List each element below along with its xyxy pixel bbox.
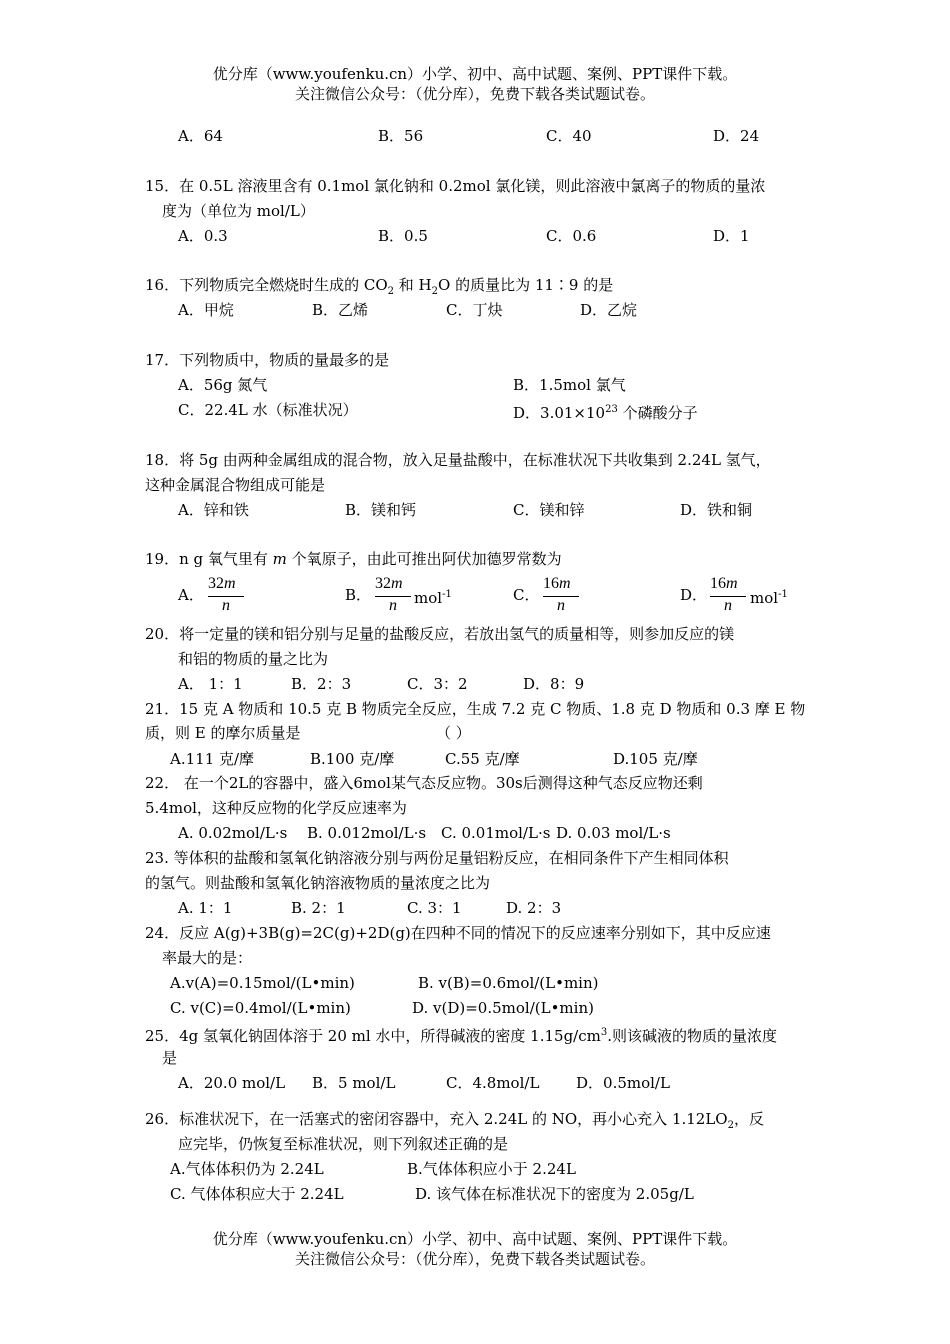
q16-option-c: C．丁炔 (446, 301, 503, 319)
fraction-denominator: n (557, 597, 565, 614)
fraction-denominator: n (724, 597, 732, 614)
q22-option-b: B. 0.012mol/L·s (307, 824, 427, 842)
q22-option-c: C. 0.01mol/L·s (441, 824, 551, 842)
q24-stem-line-1: 24．反应 A(g)+3B(g)=2C(g)+2D(g)在四种不同的情况下的反应速率分别如下，其中反应速 (145, 924, 771, 942)
q23-option-d: D. 2：3 (506, 899, 562, 917)
q23-stem-line-2: 的氢气。则盐酸和氢氧化钠溶液物质的量浓度之比为 (145, 874, 491, 892)
q19-option-d-label: D． (680, 586, 708, 604)
q19-option-a-label: A． (178, 586, 204, 604)
q19-option-c-fraction (543, 575, 583, 619)
q24-option-b: B. v(B)=0.6mol/(L•min) (418, 974, 599, 992)
q19-option-b-unit: mol$^{-1}$ (414, 589, 452, 607)
q19-option-a-fraction (208, 575, 248, 619)
q18-option-c: C．镁和锌 (513, 501, 585, 519)
q26-stem-line-1: 26．标准状况下，在一活塞式的密闭容器中，充入 2.24L 的 NO，再小心充入 $1.12LO_2$，反 (145, 1110, 764, 1131)
q19-option-d-unit: mol$^{-1}$ (750, 589, 788, 607)
q21-option-a: A.111 克/摩 (170, 750, 255, 768)
fraction-denominator: n (389, 597, 397, 614)
q19-option-b-label: B． (345, 586, 372, 604)
q15-stem-line-2: 度为（单位为 mol/L） (162, 202, 315, 220)
q15-option-b: B．0.5 (378, 227, 428, 245)
q17-option-d: D．$3.01\times 10^{23}$ 个磷酸分子 (513, 404, 698, 422)
q21-answer-blank: （ ） (436, 724, 471, 742)
q14-option-a: A．64 (178, 127, 223, 145)
q19-option-c-label: C． (513, 586, 540, 604)
q25-stem-line-2: 是 (162, 1049, 178, 1067)
q25-option-c: C．4.8mol/L (446, 1074, 540, 1092)
page-footer-line-1: 优分库（www.youfenku.cn）小学、初中、高中试题、案例、PPT课件下载。 (212, 1230, 738, 1248)
fraction-numerator: 16m (543, 575, 571, 592)
page-footer-line-2: 关注微信公众号：（优分库），免费下载各类试题试卷。 (294, 1250, 655, 1268)
q16-stem: 16．下列物质完全燃烧时生成的 $CO_2$ 和 $H_2O$ 的质量比为 11∶9 的是 (145, 276, 614, 297)
q16-option-d: D．乙烷 (580, 301, 638, 319)
q22-stem-line-2: 5.4mol，这种反应物的化学反应速率为 (145, 799, 407, 817)
q26-stem-line-2: 应完毕，仍恢复至标准状况，则下列叙述正确的是 (178, 1135, 509, 1153)
q20-option-d: D．8：9 (523, 675, 585, 693)
q17-option-a: A．56g 氮气 (178, 376, 268, 394)
q23-option-c: C. 3：1 (407, 899, 462, 917)
fraction-numerator: 32m (375, 575, 403, 592)
q20-stem-line-2: 和铝的物质的量之比为 (178, 650, 329, 668)
q26-option-c: C. 气体体积应大于 2.24L (170, 1185, 344, 1203)
q20-option-a: A． 1：1 (178, 675, 243, 693)
q16-option-b: B．乙烯 (312, 301, 369, 319)
q14-option-b: B．56 (378, 127, 424, 145)
q26-option-b: B.气体体积应小于 2.24L (407, 1160, 576, 1178)
q21-option-b: B.100 克/摩 (310, 750, 395, 768)
q15-option-c: C．0.6 (546, 227, 597, 245)
q21-stem-line-2: 质，则 E 的摩尔质量是 (145, 724, 301, 742)
q25-option-b: B．5 mol/L (312, 1074, 396, 1092)
q15-option-a: A．0.3 (178, 227, 228, 245)
q26-option-d: D. 该气体在标准状况下的密度为 2.05g/L (415, 1185, 694, 1203)
fraction-numerator: 32m (208, 575, 236, 592)
q22-option-a: A. 0.02mol/L·s (178, 824, 288, 842)
page-header-line-2: 关注微信公众号：（优分库），免费下载各类试题试卷。 (294, 85, 655, 103)
q22-option-d: D. 0.03 mol/L·s (556, 824, 671, 842)
q20-option-b: B．2：3 (291, 675, 352, 693)
q17-option-b: B．1.5mol 氯气 (513, 376, 626, 394)
q22-stem-line-1: 22． 在一个2L的容器中，盛入6mol某气态反应物。30s后测得这种气态反应物还剩 (145, 774, 703, 792)
page-header-line-1: 优分库（www.youfenku.cn）小学、初中、高中试题、案例、PPT课件下载。 (212, 65, 738, 83)
q21-option-d: D.105 克/摩 (613, 750, 698, 768)
q23-stem-line-1: 23. 等体积的盐酸和氢氧化钠溶液分别与两份足量铝粉反应，在相同条件下产生相同体积 (145, 849, 729, 867)
q21-option-c: C.55 克/摩 (445, 750, 520, 768)
fraction-denominator: n (222, 597, 230, 614)
q19-option-d-fraction (710, 575, 750, 619)
q25-option-d: D．0.5mol/L (576, 1074, 670, 1092)
q25-stem-line-1: 25．4g 氢氧化钠固体溶于 20 ml 水中，所得碱液的密度 $1.15g/cm^3$.则该碱液的物质的量浓度 (145, 1027, 778, 1045)
q19-option-b-fraction (375, 575, 415, 619)
q14-option-d: D．24 (713, 127, 760, 145)
q21-stem-line-1: 21．15 克 A 物质和 10.5 克 B 物质完全反应，生成 7.2 克 C 物质、1.8 克 D 物质和 0.3 摩 E 物 (145, 700, 806, 718)
q24-stem-line-2: 率最大的是： (162, 949, 253, 967)
q18-option-d: D．铁和铜 (680, 501, 753, 519)
q17-stem: 17．下列物质中，物质的量最多的是 (145, 351, 390, 369)
q16-option-a: A．甲烷 (178, 301, 234, 319)
q18-stem-line-1: 18．将 5g 由两种金属组成的混合物，放入足量盐酸中，在标准状况下共收集到 2.24L 氢气， (145, 451, 771, 469)
q23-option-a: A. 1：1 (178, 899, 233, 917)
q23-option-b: B. 2：1 (291, 899, 346, 917)
q24-option-a: A.v(A)=0.15mol/(L•min) (170, 974, 355, 992)
q17-option-c: C．22.4L 水（标准状况） (178, 401, 358, 419)
fraction-numerator: 16m (710, 575, 738, 592)
q18-stem-line-2: 这种金属混合物组成可能是 (145, 476, 326, 494)
q15-stem-line-1: 15．在 0.5L 溶液里含有 0.1mol 氯化钠和 0.2mol 氯化镁，则此溶液中氯离子的物质的量浓 (145, 177, 766, 195)
q15-option-d: D．1 (713, 227, 750, 245)
q25-option-a: A．20.0 mol/L (178, 1074, 286, 1092)
q19-stem: 19．n g 氧气里有 m 个氧原子，由此可推出阿伏加德罗常数为 (145, 550, 562, 568)
q26-option-a: A.气体体积仍为 2.24L (170, 1160, 324, 1178)
q18-option-b: B．镁和钙 (345, 501, 417, 519)
q14-option-c: C．40 (546, 127, 592, 145)
q20-option-c: C．3：2 (407, 675, 468, 693)
q24-option-c: C. v(C)=0.4mol/(L•min) (170, 999, 351, 1017)
q24-option-d: D. v(D)=0.5mol/(L•min) (412, 999, 594, 1017)
q18-option-a: A．锌和铁 (178, 501, 249, 519)
q20-stem-line-1: 20．将一定量的镁和铝分别与足量的盐酸反应，若放出氢气的质量相等，则参加反应的镁 (145, 625, 735, 643)
